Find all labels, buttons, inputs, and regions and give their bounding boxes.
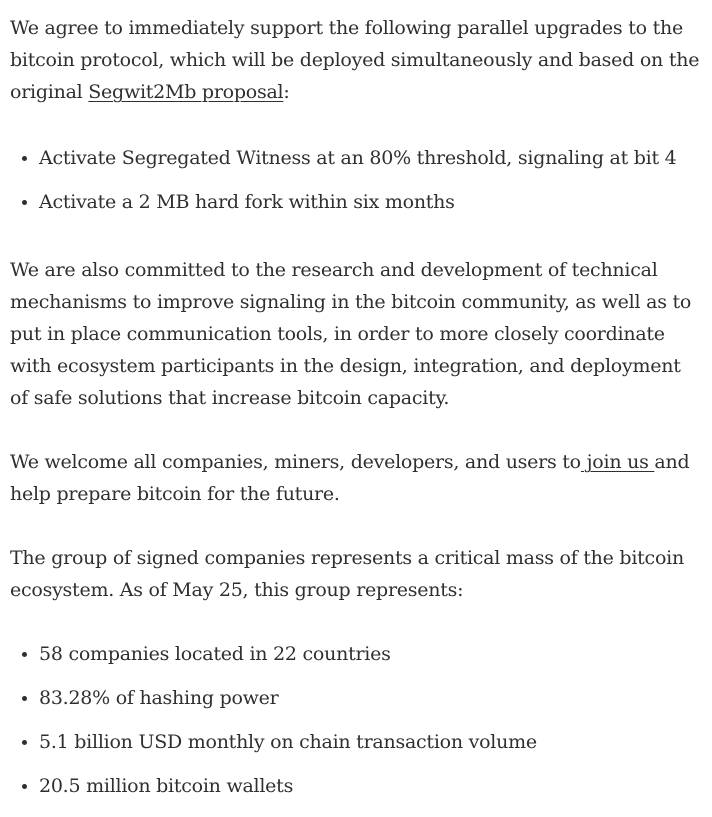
list-item: • Activate a 2 MB hard fork within six months [39,186,702,218]
list-item: • 83.28% of hashing power [39,682,702,714]
welcome-text-end: and help prepare bitcoin for the future. [10,451,690,505]
intro-text: We agree to immediately support the following parallel upgrades to the bitcoin protocol, which will be deployed simultaneously and based on the original [10,17,700,103]
welcome-paragraph [10,446,702,510]
list-item: • Activate Segregated Witness at an 80% threshold, signaling at bit 4 [39,142,702,174]
stats-list [10,638,702,802]
upgrades-list [10,142,702,218]
welcome-text: We welcome all companies, miners, developers, and users to [10,451,581,473]
intro-paragraph [10,12,702,108]
join-us-link[interactable]: join us [580,451,655,473]
list-item: • 20.5 million bitcoin wallets [39,770,702,802]
commitment-paragraph: We are also committed to the research and development of technical mechanisms to improve signaling in the bitcoin community, as well as to put in place communication tools, in order to more closely coordinate with ecosystem participants in the design, integration, and deployment of safe solutions that increase bitcoin capacity. [10,259,692,409]
segwit2mb-proposal-link[interactable]: Segwit2Mb proposal [88,81,284,103]
list-item: • 58 companies located in 22 countries [39,638,702,670]
list-item: • 5.1 billion USD monthly on chain transaction volume [39,726,702,758]
intro-text-end: : [283,81,290,103]
group-paragraph: The group of signed companies represents a critical mass of the bitcoin ecosystem. As of May 25, this group represents: [10,547,684,601]
